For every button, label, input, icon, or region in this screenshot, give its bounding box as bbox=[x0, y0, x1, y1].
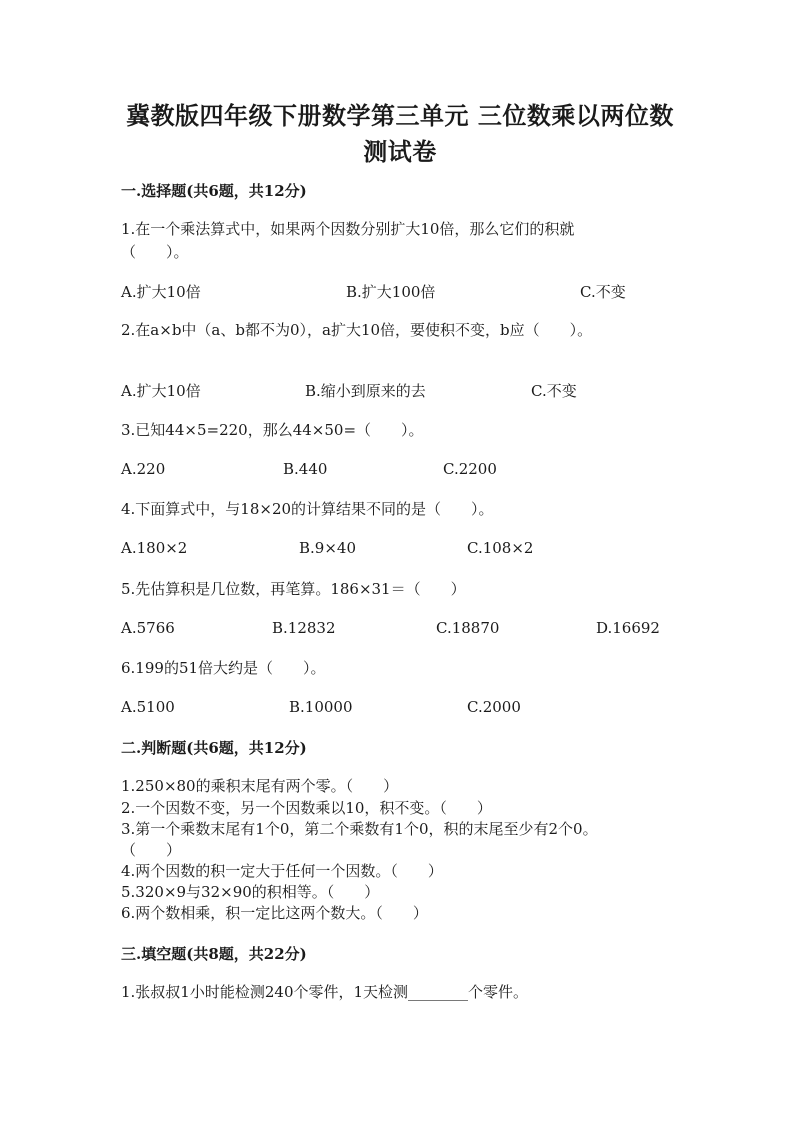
question-5-option-d[interactable]: D.16692 bbox=[596, 619, 660, 637]
question-4-text: 4.下面算式中，与18×20的计算结果不同的是（ ）。 bbox=[121, 500, 494, 518]
question-4-option-c[interactable]: C.108×2 bbox=[467, 539, 534, 557]
question-4-option-a[interactable]: A.180×2 bbox=[121, 539, 188, 557]
question-3-option-c[interactable]: C.2200 bbox=[443, 460, 497, 478]
question-3-option-a[interactable]: A.220 bbox=[121, 460, 166, 478]
judgement-item-1: 1.250×80的乘积末尾有两个零。（ ） bbox=[121, 777, 399, 795]
question-5-option-a[interactable]: A.5766 bbox=[121, 619, 175, 637]
question-5-option-b[interactable]: B.12832 bbox=[272, 619, 336, 637]
page-title: 冀教版四年级下册数学第三单元 三位数乘以两位数 bbox=[126, 101, 674, 130]
judgement-item-2: 2.一个因数不变，另一个因数乘以10，积不变。（ ） bbox=[121, 799, 492, 817]
question-1-option-a[interactable]: A.扩大10倍 bbox=[121, 283, 201, 301]
section-heading-choice: 一.选择题(共6题，共12分) bbox=[121, 182, 307, 200]
section-heading-fill-blank: 三.填空题(共8题，共22分) bbox=[121, 945, 307, 963]
question-6-option-b[interactable]: B.10000 bbox=[289, 698, 353, 716]
judgement-item-3-cont: （ ） bbox=[121, 841, 182, 859]
question-2-option-a[interactable]: A.扩大10倍 bbox=[121, 382, 201, 400]
question-1-text: 1.在一个乘法算式中，如果两个因数分别扩大10倍，那么它们的积就 bbox=[121, 220, 575, 238]
judgement-item-5: 5.320×9与32×90的积相等。（ ） bbox=[121, 883, 380, 901]
section-heading-judgement: 二.判断题(共6题，共12分) bbox=[121, 739, 307, 757]
question-5-text: 5.先估算积是几位数，再笔算。186×31＝（ ） bbox=[121, 580, 466, 598]
question-6-option-c[interactable]: C.2000 bbox=[467, 698, 521, 716]
question-1-option-c[interactable]: C.不变 bbox=[580, 283, 626, 301]
question-5-option-c[interactable]: C.18870 bbox=[436, 619, 500, 637]
question-2-text: 2.在a×b中（a、b都不为0），a扩大10倍，要使积不变，b应（ ）。 bbox=[121, 321, 593, 339]
question-4-option-b[interactable]: B.9×40 bbox=[299, 539, 356, 557]
judgement-item-3: 3.第一个乘数末尾有1个0，第二个乘数有1个0，积的末尾至少有2个0。 bbox=[121, 820, 598, 838]
page-title-line2: 测试卷 bbox=[363, 137, 437, 166]
question-3-text: 3.已知44×5=220，那么44×50=（ ）。 bbox=[121, 421, 424, 439]
question-2-option-c[interactable]: C.不变 bbox=[531, 382, 577, 400]
question-1-option-b[interactable]: B.扩大100倍 bbox=[346, 283, 436, 301]
question-3-option-b[interactable]: B.440 bbox=[283, 460, 328, 478]
question-1-text-cont: （ ）。 bbox=[121, 243, 189, 261]
question-6-option-a[interactable]: A.5100 bbox=[121, 698, 175, 716]
fill-blank-item-1: 1.张叔叔1小时能检测240个零件，1天检测________个零件。 bbox=[121, 983, 529, 1001]
judgement-item-4: 4.两个因数的积一定大于任何一个因数。（ ） bbox=[121, 862, 443, 880]
question-2-option-b[interactable]: B.缩小到原来的去 bbox=[305, 382, 426, 400]
judgement-item-6: 6.两个数相乘，积一定比这两个数大。（ ） bbox=[121, 904, 428, 922]
question-6-text: 6.199的51倍大约是（ ）。 bbox=[121, 659, 326, 677]
